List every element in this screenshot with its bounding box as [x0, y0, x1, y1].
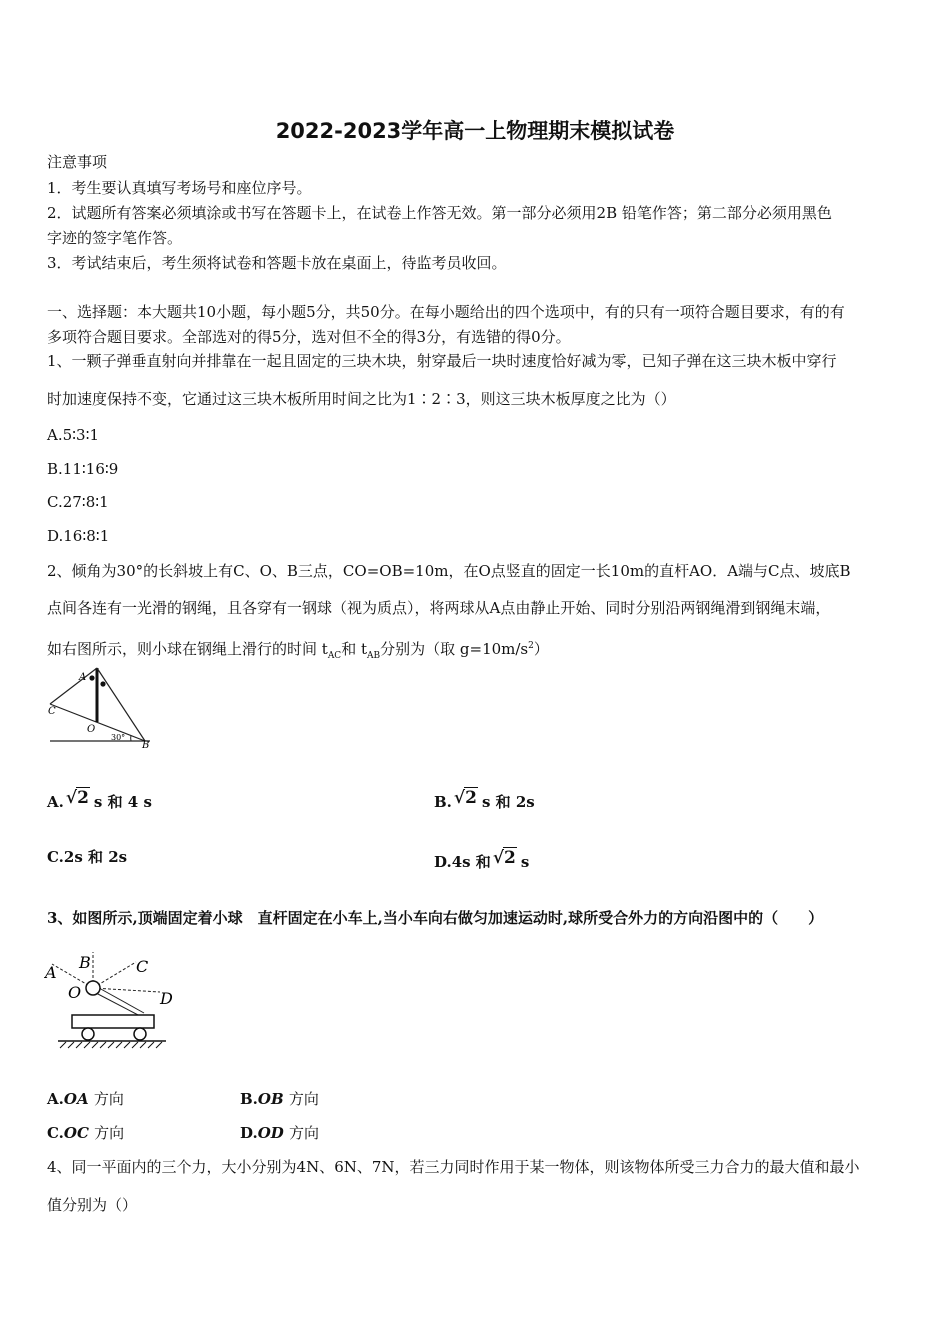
question-3-option-a: A.OA 方向 [47, 1090, 124, 1108]
question-2-option-d: D.4s 和 √2 s [434, 848, 530, 871]
sqrt-symbol: √2 [492, 848, 516, 868]
question-1-text: 1、一颗子弹垂直射向并排靠在一起且固定的三块木块，射穿最后一块时速度恰好减为零，已知子弹在这三块木板中穿行 [47, 352, 837, 370]
page-title: 2022-2023学年高一上物理期末模拟试卷 [275, 119, 675, 143]
question-3-text: 3、如图所示,顶端固定着小球 直杆固定在小车上,当小车向右做匀加速运动时,球所受合外力的方向沿图中的（ ） [47, 909, 824, 927]
label-a: A [45, 963, 57, 982]
question-1-text: 时加速度保持不变，它通过这三块木板所用时间之比为1∶2∶3，则这三块木板厚度之比为（） [47, 390, 676, 408]
angle-label: 30° [111, 733, 126, 742]
question-4-text: 4、同一平面内的三个力，大小分别为4N、6N、7N，若三力同时作用于某一物体，则该物体所受三力合力的最大值和最小 [47, 1158, 860, 1176]
question-3-option-c: C.OC 方向 [47, 1124, 125, 1142]
question-2-text: 2、倾角为30°的长斜坡上有C、O、B三点，CO=OB=10m，在O点竖直的固定一长10m的直杆AO．A端与C点、坡底B [47, 562, 851, 580]
question-1-option-d: D.16∶8∶1 [47, 527, 110, 545]
sqrt-symbol: √2 [65, 788, 89, 808]
question-2-option-b: B. √2 s 和 2s [434, 788, 535, 811]
question-3-option-b: B.OB 方向 [240, 1090, 319, 1108]
label-c: C [48, 706, 56, 717]
question-1-option-a: A.5∶3∶1 [47, 426, 100, 444]
notice-item: 字迹的签字笔作答。 [47, 229, 183, 247]
question-1-option-c: C.27∶8∶1 [47, 493, 109, 511]
cart-diagram [44, 948, 184, 1054]
label-o: O [68, 983, 82, 1002]
label-b: B [142, 740, 150, 751]
label-o: O [87, 724, 96, 735]
notice-item: 2．试题所有答案必须填涂或书写在答题卡上，在试卷上作答无效。第一部分必须用2B 铅笔作答；第二部分必须用黑色 [47, 204, 832, 222]
notice-item: 1．考生要认真填写考场号和座位序号。 [47, 179, 312, 197]
question-2-text: 点间各连有一光滑的钢绳，且各穿有一钢球（视为质点），将两球从A点由静止开始、同时分别沿两钢绳滑到钢绳末端， [47, 599, 831, 617]
question-1-option-b: B.11∶16∶9 [47, 460, 119, 478]
notice-item: 3．考试结束后，考生须将试卷和答题卡放在桌面上，待监考员收回。 [47, 254, 507, 272]
question-4-text: 值分别为（） [47, 1196, 138, 1214]
slope-diagram [45, 662, 160, 752]
label-c: C [136, 957, 149, 976]
label-d: D [160, 989, 173, 1008]
label-a: A [79, 672, 87, 683]
sqrt-symbol: √2 [453, 788, 477, 808]
section-instructions: 一、选择题：本大题共10小题，每小题5分，共50分。在每小题给出的四个选项中，有的只有一项符合题目要求，有的有 [47, 303, 845, 321]
question-2-text: 如右图所示，则小球在钢绳上滑行的时间 $t_{AC}$和 $t_{AB}$分别为（取 $g=10m/s^2$） [47, 640, 549, 661]
question-2-option-c: C.2s 和 2s [47, 848, 128, 866]
question-2-option-a: A. √2 s 和 4 s [47, 788, 152, 811]
notice-heading: 注意事项 [47, 153, 108, 171]
section-instructions: 多项符合题目要求。全部选对的得5分，选对但不全的得3分，有选错的得0分。 [47, 328, 571, 346]
question-3-option-d: D.OD 方向 [240, 1124, 320, 1142]
label-b: B [79, 953, 91, 972]
